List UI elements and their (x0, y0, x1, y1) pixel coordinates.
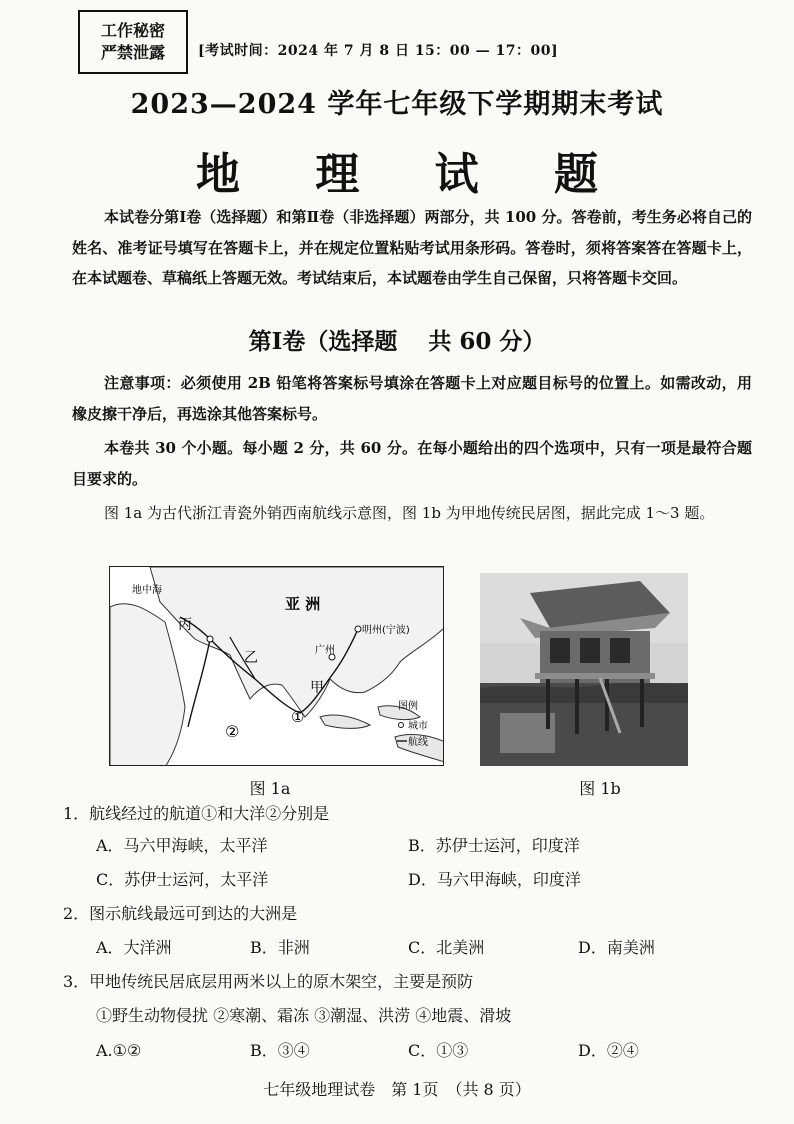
map-label-yi: 乙 (244, 650, 258, 666)
map-label-strait: ① (291, 708, 305, 726)
legend-route: 航线 (408, 737, 428, 748)
question-2-option-d[interactable]: D．南美洲 (578, 938, 655, 957)
question-3-option-a[interactable]: A.①② (96, 1041, 142, 1060)
question-1-option-a[interactable]: A．马六甲海峡，太平洋 (96, 836, 268, 855)
map-label-ocean: ② (225, 722, 240, 741)
question-2-stem: 2．图示航线最远可到达的大洲是 (63, 904, 298, 923)
exam-header-title: 2023—2024 学年七年级下学期期末考试 (130, 89, 664, 120)
question-3-stem: 3．甲地传统民居底层用两米以上的原木架空，主要是预防 (63, 972, 474, 991)
question-1-stem: 1．航线经过的航道①和大洋②分别是 (63, 804, 330, 823)
stamp-line-1: 工作秘密 (100, 21, 165, 40)
caption-figure-1b: 图 1b (579, 779, 621, 798)
exam-time: [考试时间：2024 年 7 月 8 日 15：00 — 17：00] (198, 43, 559, 59)
map-label-asia: 亚 洲 (285, 595, 321, 613)
intro-paragraph: 本试卷分第Ⅰ卷（选择题）和第Ⅱ卷（非选择题）两部分，共 100 分。答卷前，考生务必将自己的姓名、准考证号填写在答题卡上，并在规定位置粘贴考试用条形码。答卷时，须将答案答在答题卡上，在本试题卷、草稿纸上答题无效。考试结束后，本试题卷由学生自己保留，只将答题卡交回。 (72, 208, 752, 287)
question-1-option-c[interactable]: C．苏伊士运河，太平洋 (96, 870, 269, 889)
question-3-option-b[interactable]: B．③④ (250, 1041, 310, 1060)
figure-intro-paragraph: 图 1a 为古代浙江青瓷外销西南航线示意图，图 1b 为甲地传统民居图，据此完成 1～3 题。 (104, 504, 715, 522)
map-label-mediterranean: 地中海 (132, 585, 162, 596)
map-label-jia: 甲 (310, 680, 324, 696)
map-label-mingzhou: 明州(宁波) (362, 625, 410, 636)
subject-title: 地 理 试 题 (196, 149, 628, 200)
rules-paragraph: 本卷共 30 个小题。每小题 2 分，共 60 分。在每小题给出的四个选项中，只有一项是最符合题目要求的。 (72, 439, 752, 488)
caption-figure-1a: 图 1a (249, 779, 291, 798)
question-2-option-a[interactable]: A．大洋洲 (96, 938, 172, 957)
question-1-option-b[interactable]: B．苏伊士运河，印度洋 (408, 836, 580, 855)
stilt-house-photo (480, 573, 688, 766)
question-2-option-c[interactable]: C．北美洲 (408, 938, 485, 957)
map-legend (397, 699, 428, 748)
legend-title: 图例 (398, 701, 418, 712)
notice-paragraph: 注意事项：必须使用 2B 铅笔将答案标号填涂在答题卡上对应题目标号的位置上。如需改动，用橡皮擦干净后，再选涂其他答案标号。 (72, 374, 752, 423)
question-1-option-d[interactable]: D．马六甲海峡，印度洋 (408, 870, 581, 889)
legend-city: 城市 (408, 721, 428, 732)
route-map (110, 567, 444, 766)
question-3-sub-items: ①野生动物侵扰 ②寒潮、霜冻 ③潮湿、洪涝 ④地震、滑坡 (96, 1006, 512, 1025)
route-map-figure (109, 566, 444, 766)
map-label-guangzhou: 广州 (315, 645, 335, 656)
question-2-option-b[interactable]: B．非洲 (250, 938, 310, 957)
section-title: 第Ⅰ卷（选择题 共 60 分） (248, 328, 546, 355)
confidential-stamp (78, 10, 188, 74)
question-3-option-c[interactable]: C．①③ (408, 1041, 469, 1060)
map-label-bing: 丙 (178, 617, 192, 633)
question-3-option-d[interactable]: D．②④ (578, 1041, 639, 1060)
stamp-line-2: 严禁泄露 (100, 43, 165, 62)
page-footer: 七年级地理试卷 第 1页 （共 8 页） (263, 1080, 531, 1099)
stilt-house-image (480, 573, 688, 766)
